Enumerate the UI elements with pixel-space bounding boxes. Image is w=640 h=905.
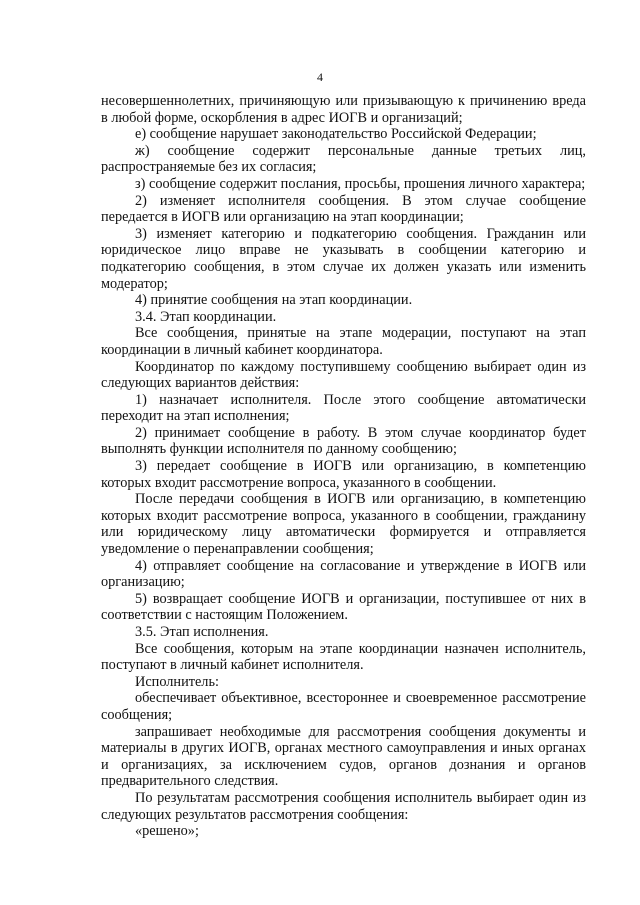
paragraph: обеспечивает объективное, всестороннее и своевременное рассмотрение сообщения; [101,690,586,723]
paragraph: Координатор по каждому поступившему сообщению выбирает один из следующих вариантов действия: [101,358,586,392]
paragraph: После передачи сообщения в ИОГВ или организацию, в компетенцию которых входит рассмотрение вопроса, указанного в сообщении, гражданину или юридическому лицу автоматически формируется и отправляется уведомление о перенаправлении сообщения; [101,491,586,558]
paragraph: 3) изменяет категорию и подкатегорию сообщения. Гражданин или юридическое лицо вправе не указывать в сообщении категорию и подкатегорию сообщения, в этом случае их должен указать или изменить модератор; [101,225,586,292]
paragraph: 5) возвращает сообщение ИОГВ и организации, поступившее от них в соответствии с настоящим Положением. [101,590,586,624]
paragraph: 1) назначает исполнителя. После этого сообщение автоматически переходит на этап исполнения; [101,391,586,425]
paragraph: 3.5. Этап исполнения. [135,624,269,640]
paragraph: е) сообщение нарушает законодательство Российской Федерации; [135,126,537,143]
paragraph: Исполнитель: [135,673,219,690]
paragraph: 4) принятие сообщения на этап координации. [135,292,413,309]
paragraph: 4) отправляет сообщение на согласование и утверждение в ИОГВ или организацию; [101,557,586,591]
document-body [101,93,586,840]
page-number: 4 [317,70,323,84]
paragraph: Все сообщения, которым на этапе координации назначен исполнитель, поступают в личный кабинет исполнителя. [101,640,586,674]
paragraph: «решено»; [135,823,199,840]
paragraph: 3) передает сообщение в ИОГВ или организацию, в компетенцию которых входит рассмотрение вопроса, указанного в сообщении. [101,458,586,491]
paragraph: ж) сообщение содержит персональные данные третьих лиц, распространяемые без их согласия; [101,142,586,176]
paragraph: 2) принимает сообщение в работу. В этом случае координатор будет выполнять функции исполнителя по данному сообщению; [101,424,586,458]
paragraph: Все сообщения, принятые на этапе модерации, поступают на этап координации в личный кабинет координатора. [101,325,586,358]
paragraph: з) сообщение содержит послания, просьбы, прошения личного характера; [135,175,586,192]
paragraph: 3.4. Этап координации. [135,308,277,325]
paragraph: запрашивает необходимые для рассмотрения сообщения документы и материалы в других ИОГВ, органах местного самоуправления и иных органах и организациях, за исключением судов, органов дознания и органов предварительного следствия. [101,723,586,790]
paragraph: несовершеннолетних, причиняющую или призывающую к причинению вреда в любой форме, оскорбления в адрес ИОГВ и организаций; [101,93,586,126]
paragraph: 2) изменяет исполнителя сообщения. В этом случае сообщение передается в ИОГВ или организацию на этап координации; [101,192,586,226]
paragraph: По результатам рассмотрения сообщения исполнитель выбирает один из следующих результатов рассмотрения сообщения: [101,789,586,823]
